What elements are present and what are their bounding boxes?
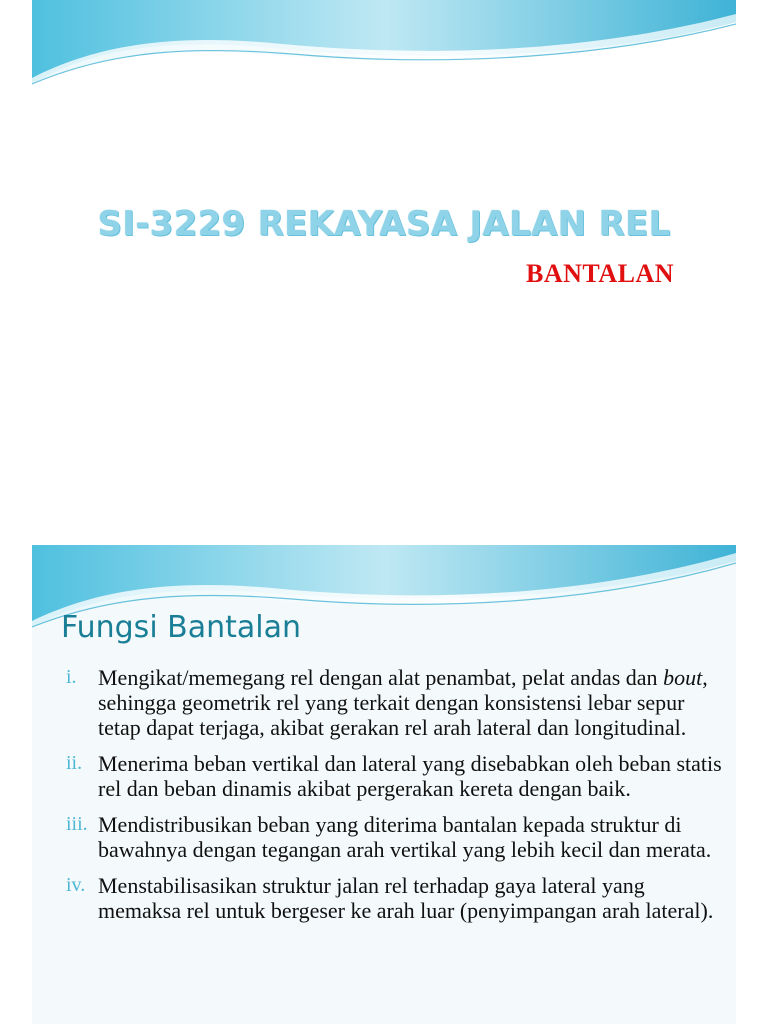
presentation-subtitle: BANTALAN: [526, 259, 674, 288]
list-item-text: Mendistribusikan beban yang diterima bantalan kepada struktur di bawahnya dengan tegangan arah vertikal yang lebih kecil dan merata.: [98, 812, 712, 862]
list-item: [38, 873, 728, 923]
list-marker: i.: [66, 666, 77, 688]
title-slide: [32, 0, 736, 504]
list-item: [38, 812, 728, 862]
function-list: [38, 665, 728, 934]
list-item-text: Menerima beban vertikal dan lateral yang disebabkan oleh beban statis rel dan beban dinamis akibat pergerakan kereta dengan baik.: [98, 751, 722, 801]
wave-banner: [32, 0, 736, 90]
presentation-title: SI-3229 REKAYASA JALAN REL: [97, 204, 671, 244]
list-item-text: Mengikat/memegang rel dengan alat penambat, pelat andas dan bout, sehingga geometrik rel yang terkait dengan konsistensi lebar sepur tetap dapat terjaga, akibat gerakan rel arah lateral dan longitudinal.: [98, 665, 708, 740]
content-slide: [32, 545, 736, 1024]
section-heading: Fungsi Bantalan: [61, 610, 302, 645]
list-item-text: Menstabilisasikan struktur jalan rel terhadap gaya lateral yang memaksa rel untuk bergeser ke arah luar (penyimpangan arah lateral).: [98, 873, 714, 923]
list-marker: ii.: [66, 752, 83, 774]
list-marker: iii.: [66, 813, 88, 835]
list-item: [38, 665, 728, 740]
list-item: [38, 751, 728, 801]
list-marker: iv.: [66, 874, 86, 896]
